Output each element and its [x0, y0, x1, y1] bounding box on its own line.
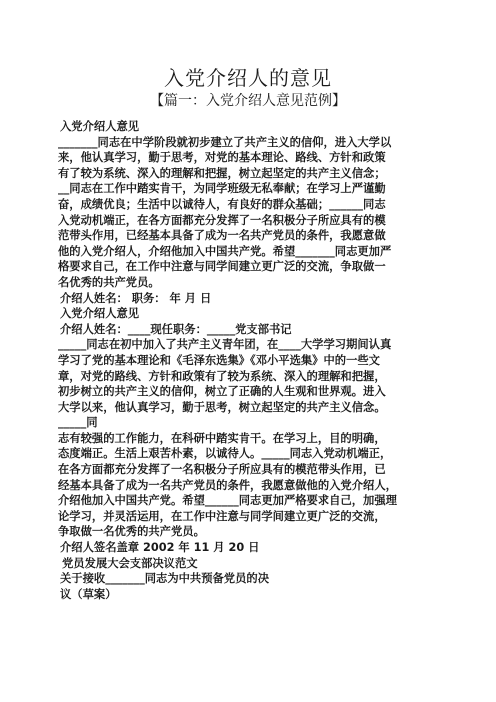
text-line: 他的入党介绍人，介绍他加入中国共产党。希望_______同志更加严: [58, 244, 392, 258]
text-line: 章，对党的路线、方针和政策有了较为系统、深入的理解和把握，: [58, 369, 386, 383]
text-line: 志有较强的工作能力，在科研中踏实肯干。在学习上，目的明确，: [58, 431, 386, 445]
text-line: 经基本具备了成为一名共产党员的条件，我愿意做他的入党介绍人，: [58, 478, 397, 492]
text-line: 在各方面都充分发挥了一名积极分子所应具有的模范带头作用，已: [58, 463, 386, 477]
text-line: 态度端正。生活上艰苦朴素，以诚待人。_____同志入党动机端正，: [58, 447, 392, 461]
text-line: 大学以来，他认真学习，勤于思考，树立起坚定的共产主义信念。: [58, 400, 386, 414]
signature-line: 介绍人签名盖章 2002 年 11 月 20 日: [60, 541, 260, 555]
text-line: 入党动机端正，在各方面都充分发挥了一名积极分子所应具有的模: [58, 213, 386, 227]
section-heading: 入党介绍人意见: [60, 120, 140, 133]
text-line: 介绍他加入中国共产党。希望______同志更加严格要求自己，加强理: [58, 494, 397, 508]
text-line: _____同志在初中加入了共产主义青年团，在____大学学习期间认真: [58, 338, 392, 352]
text-line: 有了较为系统、深入的理解和把握，树立起坚定的共产主义信念；: [58, 166, 386, 180]
section-heading: 入党介绍人意见: [60, 307, 140, 321]
text-line: __同志在工作中踏实肯干，为同学班级无私奉献；在学习上严谨勤: [58, 182, 386, 196]
document-body: [58, 119, 444, 602]
text-line: 争取做一名优秀的共产党员。: [58, 525, 205, 539]
text-line: 范带头作用，已经基本具备了成为一名共产党员的条件，我愿意做: [58, 229, 386, 243]
resolution-title-line: 关于接收_______同志为中共预备党员的决: [60, 572, 269, 586]
document-subtitle: 【篇一：入党介绍人意见范例】: [150, 93, 346, 109]
text-line: 论学习，并灵活运用，在工作中注意与同学间建立更广泛的交流，: [58, 509, 386, 523]
text-line: _____同: [58, 416, 98, 430]
signature-line: 介绍人姓名： 职务： 年 月 日: [60, 291, 212, 305]
text-line: _______同志在中学阶段就初步建立了共产主义的信仰，进入大学以: [58, 135, 392, 149]
document-title: 入党介绍人的意见: [164, 66, 332, 90]
resolution-title-line: 议（草案）: [60, 587, 117, 601]
introducer-info-line: 介绍人姓名：____现任职务：_____党支部书记: [60, 322, 292, 336]
text-line: 初步树立的共产主义的信仰，树立了正确的人生观和世界观。进入: [58, 385, 386, 399]
text-line: 学习了党的基本理论和《毛泽东选集》《邓小平选集》中的一些文: [58, 353, 380, 367]
text-line: 名优秀的共产党员。: [58, 275, 160, 289]
section-heading: 党员发展大会支部决议范文: [62, 556, 198, 570]
text-line: 格要求自己，在工作中注意与同学间建立更广泛的交流，争取做一: [58, 260, 386, 274]
text-line: 来，他认真学习，勤于思考，对党的基本理论、路线、方针和政策: [58, 151, 386, 165]
text-line: 奋，成绩优良；生活中以诚待人，有良好的群众基础；______同志: [58, 197, 386, 211]
